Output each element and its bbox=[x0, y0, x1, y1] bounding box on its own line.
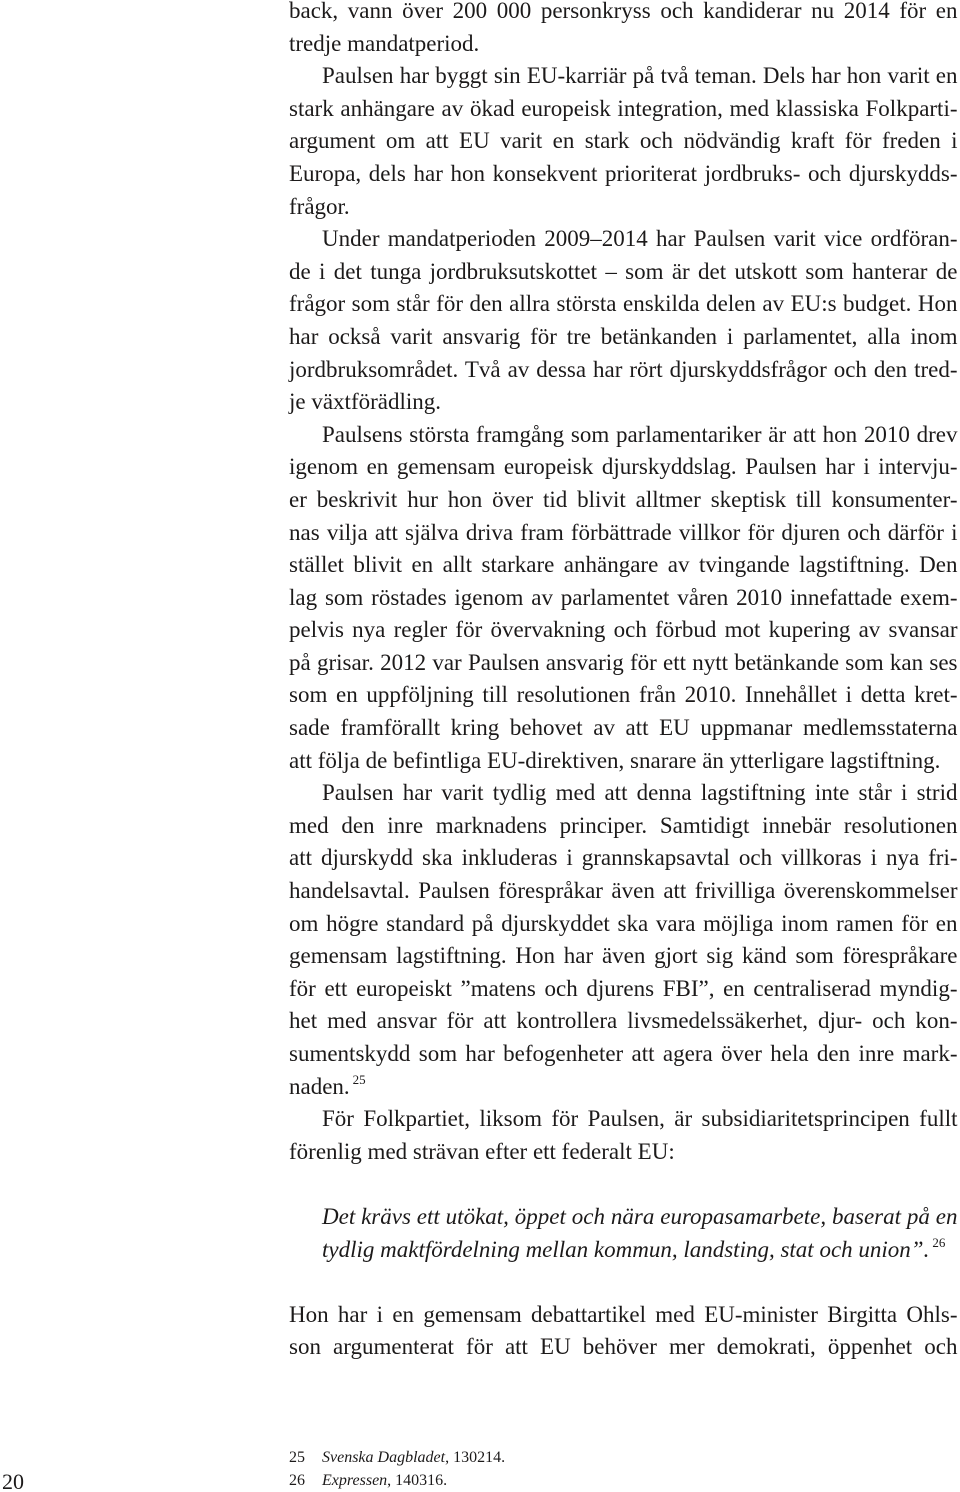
line-text: har också varit ansvarig för tre betänkanden i parlamentet, alla inom bbox=[289, 323, 958, 349]
text-line bbox=[322, 419, 958, 452]
text-line bbox=[289, 1071, 958, 1104]
line-text: frågor som står för den allra största enskilda delen av EU:s budget. Hon bbox=[289, 291, 958, 317]
line-text: för ett europeiskt ”matens och djurens FBI”, en centraliserad myndig- bbox=[289, 975, 958, 1001]
text-line bbox=[289, 288, 958, 321]
footnote-date: , 140316. bbox=[387, 1472, 448, 1489]
text-line bbox=[289, 517, 958, 550]
line-text: förenlig med strävan efter ett federalt EU: bbox=[289, 1138, 675, 1164]
text-line bbox=[289, 125, 958, 158]
line-text: tredje mandatperiod. bbox=[289, 30, 480, 56]
text-line bbox=[322, 60, 958, 93]
text-line bbox=[289, 549, 958, 582]
line-text: handelsavtal. Paulsen förespråkar även att frivilliga överenskommelser bbox=[289, 878, 958, 904]
text-line bbox=[289, 191, 958, 224]
text-column bbox=[289, 0, 958, 1364]
line-text: Hon har i en gemensam debattartikel med EU-minister Birgitta Ohls- bbox=[289, 1301, 958, 1327]
page-number: 20 bbox=[2, 1469, 24, 1492]
text-line bbox=[289, 614, 958, 647]
text-line bbox=[322, 777, 958, 810]
line-text: Under mandatperioden 2009–2014 har Paulsen varit vice ordföran- bbox=[322, 226, 958, 252]
line-text: gemensam lagstiftning. Hon har även gjort sig känd som förespråkare bbox=[289, 943, 958, 969]
paragraph bbox=[289, 1103, 958, 1168]
text-line bbox=[289, 256, 958, 289]
paragraph bbox=[289, 1299, 958, 1364]
line-text: jordbruksområdet. Två av dessa har rört djurskyddsfrågor och den tred- bbox=[289, 356, 958, 382]
text-line bbox=[289, 842, 958, 875]
text-line bbox=[289, 386, 958, 419]
footnote-ref: 25 bbox=[352, 1071, 366, 1087]
footnote bbox=[289, 1469, 958, 1492]
text-line bbox=[322, 1234, 958, 1267]
line-text: stället blivit en allt starkare anhängare av tvingande lagstiftning. Den bbox=[289, 552, 958, 578]
block-quote bbox=[322, 1201, 958, 1266]
text-line bbox=[289, 0, 958, 28]
text-line bbox=[289, 158, 958, 191]
text-line bbox=[322, 1201, 958, 1234]
line-text: nas vilja att själva driva fram förbättrade villkor för djuren och därför i bbox=[289, 519, 958, 545]
paragraph bbox=[289, 60, 958, 223]
line-text: att följa de befintliga EU-direktiven, snarare än ytterligare lagstiftning. bbox=[289, 747, 941, 773]
line-text: lag som röstades igenom av parlamentet våren 2010 innefattade exem- bbox=[289, 584, 958, 610]
text-line bbox=[289, 28, 958, 61]
line-text: de i det tunga jordbruksutskottet – som är det utskott som hanterar de bbox=[289, 258, 958, 284]
footnote-date: , 130214. bbox=[445, 1449, 506, 1466]
line-text: back, vann över 200 000 personkryss och kandiderar nu 2014 för en bbox=[289, 0, 958, 23]
text-line bbox=[289, 1331, 958, 1364]
text-line bbox=[289, 940, 958, 973]
line-text: att djurskydd ska inkluderas i grannskapsavtal och villkoras i nya fri- bbox=[289, 845, 958, 871]
paragraph bbox=[289, 223, 958, 419]
line-text: För Folkpartiet, liksom för Paulsen, är subsidiaritetsprincipen fullt bbox=[322, 1106, 958, 1132]
text-line bbox=[289, 1299, 958, 1332]
line-text: naden. bbox=[289, 1073, 350, 1099]
footnote bbox=[289, 1446, 958, 1469]
text-line bbox=[289, 745, 958, 778]
line-text: om högre standard på djurskyddet ska vara möjliga inom ramen för en bbox=[289, 910, 958, 936]
footnotes bbox=[289, 1446, 958, 1492]
paragraph bbox=[289, 777, 958, 1103]
line-text: Europa, dels har hon konsekvent prioriterat jordbruks- och djurskydds- bbox=[289, 160, 958, 186]
text-line bbox=[289, 484, 958, 517]
text-line bbox=[289, 1136, 958, 1169]
text-line bbox=[289, 712, 958, 745]
text-line bbox=[289, 679, 958, 712]
footnote-ref: 26 bbox=[932, 1234, 946, 1250]
text-line bbox=[289, 810, 958, 843]
line-text: på grisar. 2012 var Paulsen ansvarig för ett nytt betänkande som kan ses bbox=[289, 649, 958, 675]
footnote-source: Svenska Dagbladet bbox=[322, 1449, 446, 1466]
line-text: pelvis nya regler för övervakning och förbud mot kupering av svansar bbox=[289, 617, 958, 643]
text-line bbox=[289, 451, 958, 484]
text-line bbox=[289, 582, 958, 615]
line-text: med den inre marknadens principer. Samtidigt innebär resolutionen bbox=[289, 812, 958, 838]
line-text: Paulsen har varit tydlig med att denna lagstiftning inte står i strid bbox=[322, 780, 958, 806]
line-text: igenom en gemensam europeisk djurskyddslag. Paulsen har i intervju- bbox=[289, 454, 958, 480]
line-text: frågor. bbox=[289, 193, 350, 219]
line-text: sumentskydd som har befogenheter att agera över hela den inre mark- bbox=[289, 1041, 958, 1066]
line-text: argument om att EU varit en stark och nödvändig kraft för freden i bbox=[289, 128, 958, 154]
line-text: sade framförallt kring behovet av att EU uppmanar medlemsstaterna bbox=[289, 715, 958, 741]
line-text: Det krävs ett utökat, öppet och nära europasamarbete, baserat på en bbox=[322, 1203, 958, 1229]
line-text: je växtförädling. bbox=[289, 389, 442, 415]
text-line bbox=[289, 321, 958, 354]
footnote-source: Expressen bbox=[322, 1472, 388, 1489]
text-line bbox=[289, 1038, 958, 1071]
line-text: som en uppföljning till resolutionen från 2010. Innehållet i detta kret- bbox=[289, 682, 958, 708]
text-line bbox=[289, 93, 958, 126]
footnote-number: 25 bbox=[289, 1449, 305, 1466]
line-text: Paulsens största framgång som parlamentariker är att hon 2010 drev bbox=[322, 421, 958, 447]
text-line bbox=[289, 908, 958, 941]
line-text: het med ansvar för att kontrollera livsmedelssäkerhet, djur- och kon- bbox=[289, 1008, 958, 1034]
text-line bbox=[289, 875, 958, 908]
line-text: Paulsen har byggt sin EU-karriär på två teman. Dels har hon varit en bbox=[322, 63, 958, 89]
line-text: stark anhängare av ökad europeisk integration, med klassiska Folkparti- bbox=[289, 95, 958, 121]
line-text: son argumenterat för att EU behöver mer demokrati, öppenhet och bbox=[289, 1334, 958, 1360]
text-line bbox=[322, 1103, 958, 1136]
footnote-number: 26 bbox=[289, 1472, 305, 1489]
text-line bbox=[289, 1005, 958, 1038]
text-line bbox=[289, 354, 958, 387]
text-line bbox=[322, 223, 958, 256]
paragraph bbox=[289, 0, 958, 60]
text-line bbox=[289, 973, 958, 1006]
line-text: tydlig maktfördelning mellan kommun, landsting, stat och union”. bbox=[322, 1236, 930, 1262]
line-text: er beskrivit hur hon över tid blivit alltmer skeptisk till konsumenter- bbox=[289, 486, 958, 512]
paragraph bbox=[289, 419, 958, 778]
text-line bbox=[289, 647, 958, 680]
